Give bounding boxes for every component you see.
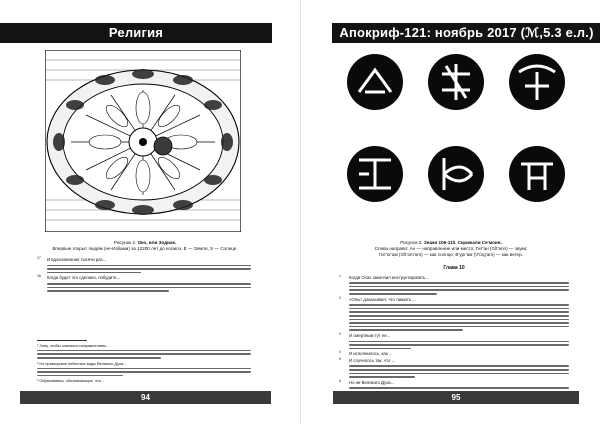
right-caption-title: Знаки 106-110. Скрижали Се'моин. <box>423 240 502 245</box>
symbols-figure <box>341 48 571 232</box>
left-body-text <box>37 257 251 294</box>
right-caption-line2: Слева направо: Ан — направление или место; Гит'ан (Gît'ann) — звуки; <box>374 246 528 251</box>
symbol-sign-2 <box>426 52 486 112</box>
verse-text: И вдохновенная тысячи раз... <box>47 257 107 262</box>
verse-text-continuation <box>47 283 251 292</box>
chapter-title: Глава 10 <box>443 265 465 271</box>
right-paragraph <box>339 333 569 349</box>
right-header-title: Апокриф-121: ноябрь 2017 (ℳ,5.3 е.л.) <box>332 23 600 43</box>
verse-number: 1 <box>339 273 341 278</box>
left-caption-label: Рисунок 2. <box>113 240 137 245</box>
left-page-number: 94 <box>20 391 271 404</box>
left-header-title: Религия <box>0 23 272 43</box>
left-figure-caption <box>40 240 250 252</box>
symbol-sign-1 <box>345 52 405 112</box>
footnote: ¹ Зону, чтобы значился направлением... <box>37 342 109 348</box>
verse-text: И исполнилось, как ... <box>349 351 393 357</box>
footnote: ³ Образования, обозначающие, что... <box>37 378 105 384</box>
verse-text: Но ни Великого Духа... <box>349 379 395 385</box>
left-paragraph <box>37 275 251 291</box>
verse-text-continuation <box>349 304 569 331</box>
right-paragraph <box>339 297 569 331</box>
verse-number: 5 <box>339 356 341 361</box>
right-figure-caption <box>341 240 561 258</box>
symbol-sign-4 <box>345 144 405 204</box>
right-caption-line3: Гит'ог'ам (Gît'om'om) — как солнце; В'ург'ам (V'ûrg'am) — как ветер. <box>379 252 523 257</box>
zodiac-eye-illustration <box>45 50 241 232</box>
verse-text: Когда будет это сделано, побудите... <box>47 275 121 281</box>
symbol-sign-3 <box>507 52 567 112</box>
left-paragraph <box>37 257 251 273</box>
zodiac-figure <box>45 50 241 232</box>
footnote-continuation <box>37 368 251 377</box>
verse-number: 18 <box>37 274 41 279</box>
verse-number: 3 <box>339 331 341 336</box>
right-paragraph <box>339 358 569 378</box>
verse-text-continuation <box>47 265 251 274</box>
footnote: ² Но приморские небесные воды Великого Духа... <box>37 360 127 366</box>
left-caption-text: Впервые открыт людям (не-Избами) за 12200 лет до космоэ. Е — Земля, S — Солнце. <box>52 246 238 251</box>
footnote-divider <box>37 340 87 341</box>
verse-number: 2 <box>339 295 341 300</box>
verse-number: 17 <box>37 256 41 260</box>
left-caption-title: Око, или Зодиак. <box>137 240 177 245</box>
right-paragraph <box>339 275 569 295</box>
verse-number: 6 <box>339 378 341 383</box>
verse-text: И смертным тут не... <box>349 332 391 338</box>
right-caption-label: Рисунок 3. <box>400 240 423 245</box>
right-page-number: 95 <box>333 391 579 404</box>
symbol-sign-5 <box>426 144 486 204</box>
verse-text-continuation <box>349 365 569 377</box>
verse-number: 4 <box>339 350 341 355</box>
symbol-sign-6 <box>507 144 567 204</box>
verse-text-continuation <box>349 282 569 294</box>
left-footnotes <box>37 340 251 384</box>
verse-text: «Опыт доказывает, что лишить ... <box>349 296 416 302</box>
right-page <box>300 0 600 424</box>
verse-text: И случилось так, что ... <box>349 357 396 363</box>
right-body-text <box>339 266 569 405</box>
verse-text-continuation <box>349 341 569 350</box>
right-paragraph <box>339 351 569 357</box>
footnote-continuation <box>37 350 251 359</box>
verse-text: Когда Осах закончил инструктировать... <box>349 274 429 280</box>
